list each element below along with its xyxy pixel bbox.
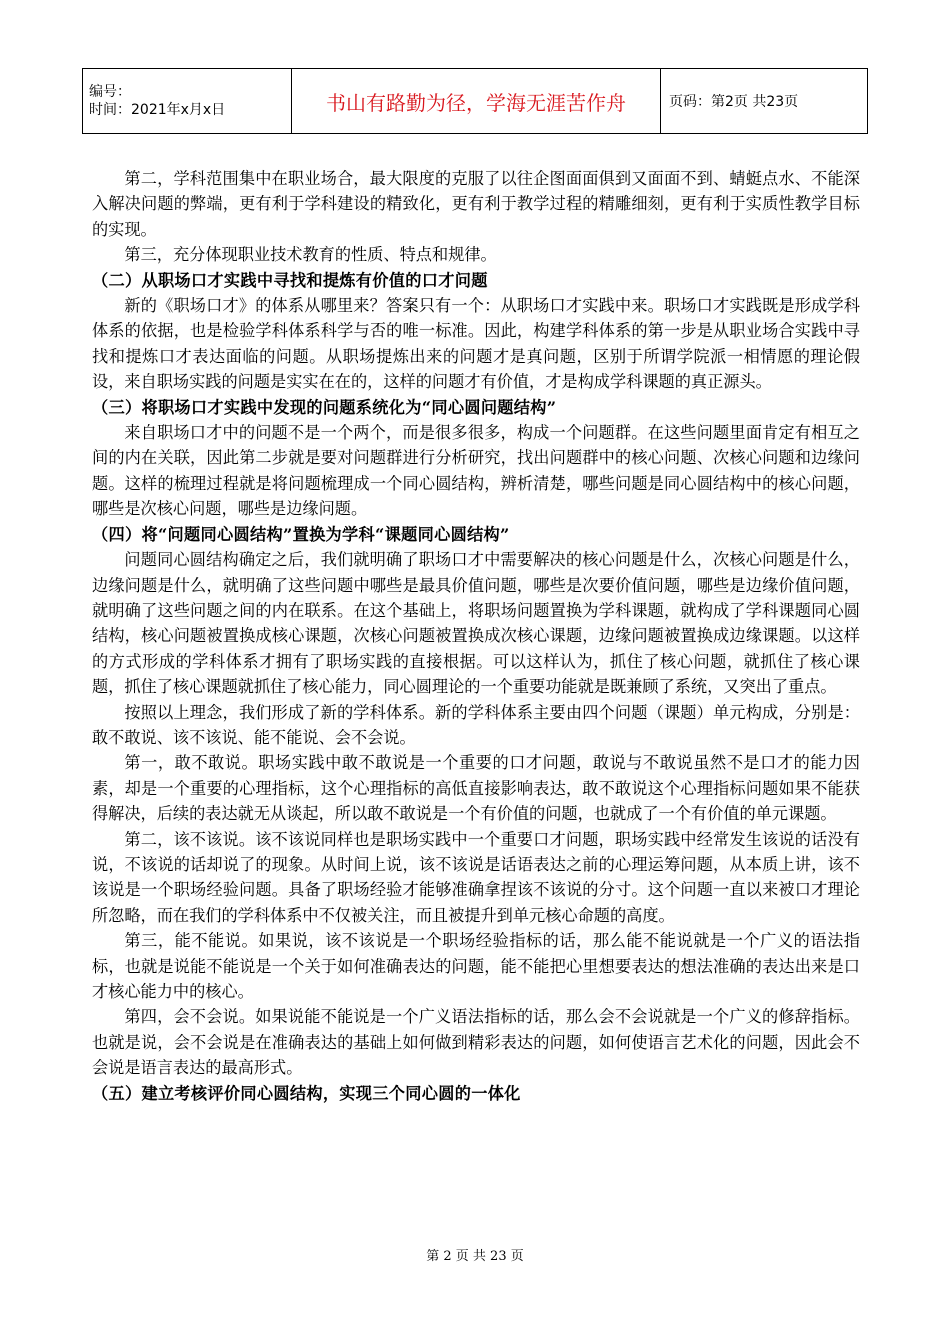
- body-paragraph: 第二，该不该说。该不该说同样也是职场实践中一个重要口才问题，职场实践中经常发生该说的话没有说，不该说的话却说了的现象。从时间上说，该不该说是话语表达之前的心理运筹问题，从本质上讲，该不该说是一个职场经验问题。具备了职场经验才能够准确拿捏该不该说的分寸。这个问题一直以来被口才理论所忽略，而在我们的学科体系中不仅被关注，而且被提升到单元核心命题的高度。: [92, 829, 860, 925]
- document-time-label: 时间：2021年x月x日: [89, 102, 226, 118]
- body-paragraph: 第一，敢不敢说。职场实践中敢不敢说是一个重要的口才问题，敢说与不敢说虽然不是口才的能力因素，却是一个重要的心理指标，这个心理指标的高低直接影响表达，敢不敢说这个心理指标问题如果不能获得解决，后续的表达就无从谈起，所以敢不敢说是一个有价值的问题，也就成了一个有价值的单元课题。: [92, 753, 860, 824]
- section-heading: （四）将“问题同心圆结构”置换为学科“课题同心圆结构”: [92, 524, 510, 544]
- body-paragraph: 新的《职场口才》的体系从哪里来？答案只有一个：从职场口才实践中来。职场口才实践既是形成学科体系的依据，也是检验学科体系科学与否的唯一标准。因此，构建学科体系的第一步是从职业场合实践中寻找和提炼口才表达面临的问题。从职场提炼出来的问题才是真问题，区别于所谓学院派一相情愿的理论假设，来自职场实践的问题是实实在在的，这样的问题才有价值，才是构成学科课题的真正源头。: [92, 296, 860, 392]
- body-paragraph: 问题同心圆结构确定之后，我们就明确了职场口才中需要解决的核心问题是什么，次核心问题是什么，边缘问题是什么，就明确了这些问题中哪些是最具价值问题，哪些是次要价值问题，哪些是边缘价值问题，就明确了这些问题之间的内在联系。在这个基础上，将职场问题置换为学科课题，就构成了学科课题同心圆结构，核心问题被置换成核心课题，次核心问题被置换成次核心课题，边缘问题被置换成边缘课题。以这样的方式形成的学科体系才拥有了职场实践的直接根据。可以这样认为，抓住了核心问题，就抓住了核心课题，抓住了核心课题就抓住了核心能力，同心圆理论的一个重要功能就是既兼顾了系统，又突出了重点。: [92, 550, 860, 697]
- document-number-label: 编号：: [89, 84, 131, 100]
- body-paragraph: 第三，能不能说。如果说，该不该说是一个职场经验指标的话，那么能不能说就是一个广义的语法指标，也就是说能不能说是一个关于如何准确表达的问题，能不能把心里想要表达的想法准确的表达出来是口才核心能力中的核心。: [92, 931, 860, 1001]
- document-header-table: [82, 68, 868, 134]
- section-heading: （三）将职场口才实践中发现的问题系统化为“同心圆问题结构”: [92, 397, 557, 417]
- body-paragraph: 第二，学科范围集中在职业场合，最大限度的克服了以往企图面面俱到又面面不到、蜻蜓点水、不能深入解决问题的弊端，更有利于学科建设的精致化，更有利于教学过程的精雕细刻，更有利于实质性教学目标的实现。: [92, 169, 860, 239]
- body-paragraph: 按照以上理念，我们形成了新的学科体系。新的学科体系主要由四个问题（课题）单元构成，分别是：敢不敢说、该不该说、能不能说、会不会说。: [92, 702, 860, 747]
- body-paragraph: 第三，充分体现职业技术教育的性质、特点和规律。: [124, 245, 497, 265]
- header-meta-cell: [83, 69, 292, 134]
- header-motto: 书山有路勤为径，学海无涯苦作舟: [292, 69, 661, 134]
- header-page-info: 页码：第2页 共23页: [661, 69, 868, 134]
- section-heading: （五）建立考核评价同心圆结构，实现三个同心圆的一体化: [92, 1083, 521, 1103]
- body-paragraph: 来自职场口才中的问题不是一个两个，而是很多很多，构成一个问题群。在这些问题里面肯定有相互之间的内在关联，因此第二步就是要对问题群进行分析研究，找出问题群中的核心问题、次核心问题和边缘问题。这样的梳理过程就是将问题梳理成一个同心圆结构，辨析清楚，哪些问题是同心圆结构中的核心问题，哪些是次核心问题，哪些是边缘问题。: [92, 423, 860, 519]
- section-heading: （二）从职场口才实践中寻找和提炼有价值的口才问题: [92, 270, 488, 290]
- page-footer: 第 2 页 共 23 页: [426, 1249, 524, 1264]
- body-paragraph: 第四，会不会说。如果说能不能说是一个广义语法指标的话，那么会不会说就是一个广义的修辞指标。也就是说，会不会说是在准确表达的基础上如何做到精彩表达的问题，如何使语言艺术化的问题，因此会不会说是语言表达的最高形式。: [92, 1007, 860, 1078]
- document-body: [92, 166, 860, 1106]
